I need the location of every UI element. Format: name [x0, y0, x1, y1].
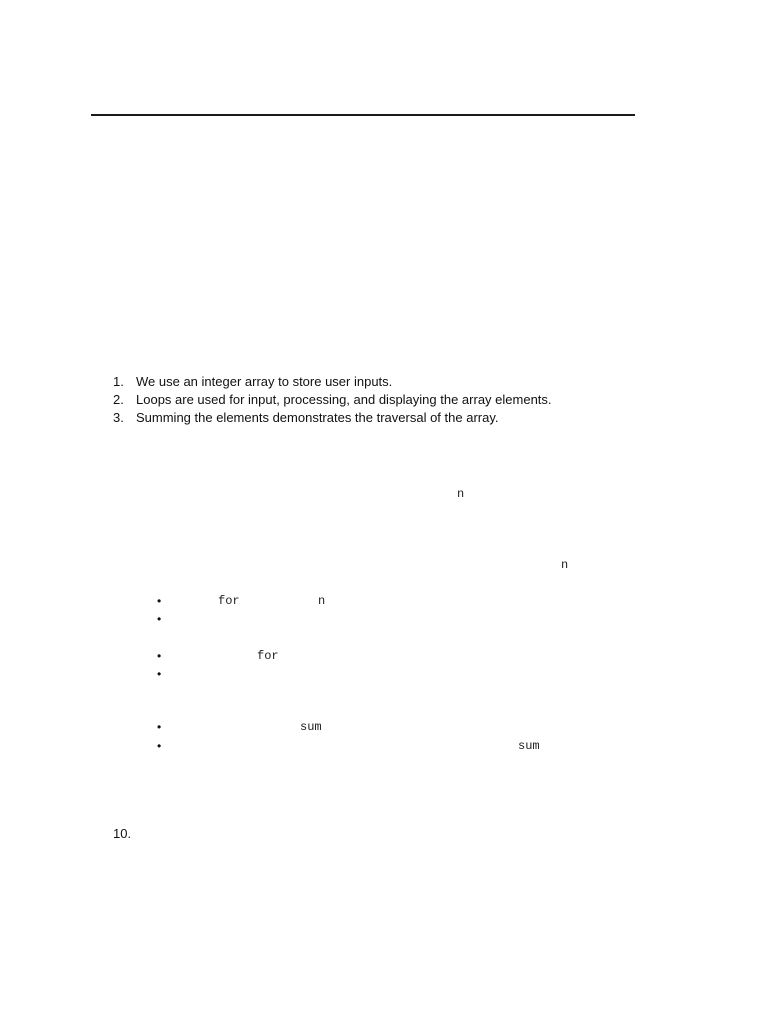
code-fragment-n: n: [561, 558, 569, 572]
code-fragment-for: for: [218, 594, 240, 608]
code-fragment-sum: sum: [518, 739, 540, 753]
horizontal-rule: [91, 114, 635, 116]
list-item-text: We use an integer array to store user inputs.: [136, 374, 393, 389]
code-fragment-sum: sum: [300, 720, 322, 734]
list-item: [113, 373, 552, 391]
code-fragment-for: for: [257, 649, 279, 663]
bullet-marker: •: [157, 667, 162, 681]
list-item: [113, 391, 552, 409]
code-fragment-n: n: [318, 594, 326, 608]
list-item-number: 10.: [113, 826, 132, 841]
numbered-list: [113, 373, 552, 427]
list-item-number: 3.: [113, 410, 124, 425]
bullet-marker: •: [157, 612, 162, 626]
bullet-marker: •: [157, 739, 162, 753]
bullet-marker: •: [157, 649, 162, 663]
list-item: [113, 409, 552, 427]
bullet-marker: •: [157, 720, 162, 734]
code-fragment-n: n: [457, 487, 465, 501]
list-item-text: Summing the elements demonstrates the traversal of the array.: [136, 410, 499, 425]
list-item-text: Loops are used for input, processing, and displaying the array elements.: [136, 392, 552, 407]
bullet-marker: •: [157, 594, 162, 608]
list-item-number: 2.: [113, 392, 124, 407]
list-item-number: 1.: [113, 374, 124, 389]
